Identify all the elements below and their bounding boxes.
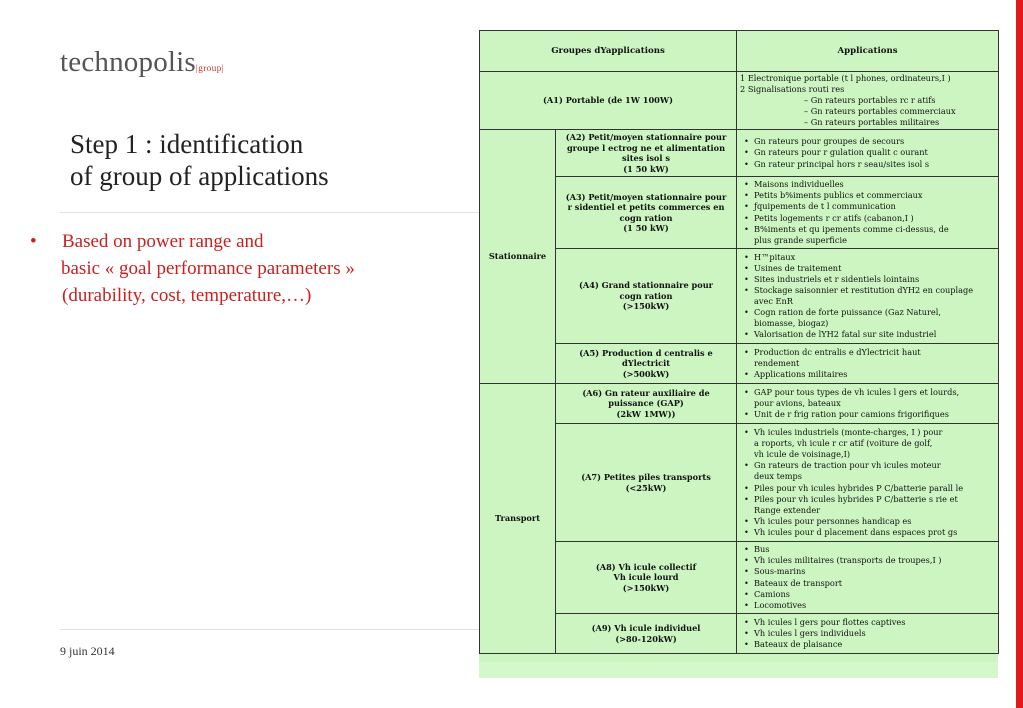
header-applications: Applications	[737, 31, 999, 72]
applications-table	[479, 30, 999, 654]
group-label-line: cogn ration	[619, 212, 673, 223]
group-label-line: (>150kW)	[622, 582, 670, 593]
application-item: • GAP pour tous types de vh icules l gers et lourds,	[740, 387, 995, 398]
table-row-a9	[480, 614, 999, 654]
title-divider	[60, 212, 480, 213]
group-label-line: sites isol s	[622, 153, 670, 163]
applications-table-panel	[479, 30, 998, 678]
category-transport: Transport	[480, 384, 556, 654]
application-item-continuation: vh icule de voisinage,I)	[754, 449, 851, 460]
group-label-line: (A9) Vh icule individuel	[591, 623, 701, 633]
apps-cell-a7	[737, 424, 999, 542]
group-label-line: (<25kW)	[625, 482, 667, 493]
application-item-continuation: Range extender	[754, 504, 821, 515]
apps-cell-a6	[737, 384, 999, 424]
apps-cell-a3	[737, 177, 999, 249]
application-item: • Maisons individuelles	[740, 179, 995, 190]
application-item: • Bateaux de transport	[740, 578, 995, 589]
slide-title-line-2: of group of applications	[70, 161, 329, 191]
apps-cell-a8	[737, 542, 999, 614]
application-item-continuation: biomasse, biogaz)	[754, 318, 829, 329]
group-label-line: (A4) Grand stationnaire pour	[579, 280, 713, 291]
table-row-a3	[480, 177, 999, 249]
application-item-continuation: pour avions, bateaux	[754, 397, 841, 408]
application-item-continuation: plus grande superficie	[754, 234, 847, 245]
group-label-line: (1 50 kW)	[623, 223, 669, 233]
group-label-line: (2kW 1MW))	[616, 408, 676, 419]
application-item: • Gn rateurs pour groupes de secours	[740, 136, 995, 147]
application-item: • Piles pour vh icules hybrides P C/batterie parall le	[740, 483, 995, 494]
group-label-line: (A6) Gn rateur auxiliaire de	[582, 387, 710, 398]
group-label-line: (A3) Petit/moyen stationnaire pour	[565, 191, 727, 202]
application-item: • Sites industriels et r sidentiels lointains	[740, 274, 995, 285]
bullet-line-3: (durability, cost, temperature,…)	[62, 285, 312, 306]
group-label-line: puissance (GAP)	[608, 398, 684, 409]
bullet-line-1: Based on power range and	[62, 231, 264, 252]
application-item: • ƒquipements de t l communication	[740, 201, 995, 212]
application-item: • Vh icules pour d placement dans espaces prot gs	[740, 527, 995, 538]
header-groups: Groupes dYapplications	[480, 31, 737, 72]
application-item: • Bus	[740, 544, 995, 555]
group-label-line: (>150kW)	[622, 301, 670, 312]
apps-cell-a5	[737, 344, 999, 384]
table-row-a2	[480, 130, 999, 177]
application-item: • Vh icules pour personnes handicap es	[740, 516, 995, 527]
apps-cell-a9	[737, 614, 999, 654]
application-item: • Vh icules industriels (monte-charges, I ) pour	[740, 427, 995, 438]
group-label-line: groupe l ectrog ne et alimentation	[566, 142, 726, 153]
table-row-a4	[480, 249, 999, 344]
bullet-text	[62, 228, 355, 309]
table-row-a5	[480, 344, 999, 384]
application-item: • Production dc entralis e dYlectricit haut	[740, 347, 995, 358]
application-item: • Unit de r frig ration pour camions frigorifiques	[740, 409, 995, 420]
table-row-a1	[480, 72, 999, 130]
group-cell-a6	[556, 384, 737, 424]
group-label-line: (A2) Petit/moyen stationnaire pour	[565, 132, 727, 142]
application-item-continuation: rendement	[754, 357, 800, 368]
application-item: • Stockage saisonnier et restitution dYH2 en couplage	[740, 285, 995, 296]
technopolis-logo	[60, 46, 224, 79]
side-accent-bar	[1016, 0, 1023, 708]
table-row-a6	[480, 384, 999, 424]
bullet-marker: •	[30, 231, 37, 252]
group-cell-a3	[556, 177, 737, 249]
a1-line-2: 2 Signalisations routi res	[740, 83, 845, 94]
apps-cell-a2	[737, 130, 999, 177]
group-cell-a1: (A1) Portable (de 1W 100W)	[480, 72, 737, 130]
application-item-continuation: avec EnR	[754, 296, 793, 306]
application-item: • Vh icules l gers pour flottes captives	[740, 617, 995, 628]
group-label-line: (>80-120kW)	[615, 633, 677, 644]
application-item: • Sous-marins	[740, 566, 995, 577]
a1-sub-2: – Gn rateurs portables commerciaux	[804, 106, 956, 117]
table-header-row	[480, 31, 999, 72]
group-cell-a2	[556, 130, 737, 177]
a1-sub-3: – Gn rateurs portables militaires	[804, 117, 940, 128]
group-cell-a4	[556, 249, 737, 344]
application-item: • Camions	[740, 589, 995, 600]
application-item: • B%iments et qu ipements comme ci-dessus, de	[740, 224, 995, 235]
application-item-continuation: deux temps	[754, 471, 802, 482]
group-cell-a9	[556, 614, 737, 654]
application-item: • Petits logements r cr atifs (cabanon,I )	[740, 213, 995, 224]
application-item: • Usines de traitement	[740, 263, 995, 274]
logo-name: technopolis	[60, 46, 196, 78]
application-item: • Piles pour vh icules hybrides P C/batterie s rie et	[740, 494, 995, 505]
slide-title-line-1: Step 1 : identification	[70, 129, 304, 159]
table-bottom-band	[479, 662, 998, 678]
application-item: • Applications militaires	[740, 369, 995, 380]
application-item: • Gn rateur principal hors r seau/sites isol s	[740, 159, 995, 170]
category-stationnaire: Stationnaire	[480, 130, 556, 384]
table-row-a8	[480, 542, 999, 614]
bullet-line-2: basic « goal performance parameters »	[61, 258, 355, 279]
group-label-line: r sidentiel et petits commerces en	[567, 202, 725, 212]
application-item: • Bateaux de plaisance	[740, 639, 995, 650]
application-item: • Cogn ration de forte puissance (Gaz Naturel,	[740, 307, 995, 318]
group-label-line: dYlectricit	[622, 358, 670, 369]
apps-cell-a4	[737, 249, 999, 344]
group-label-line: (1 50 kW)	[623, 163, 669, 174]
group-cell-a7	[556, 424, 737, 542]
footer-divider	[60, 629, 480, 630]
group-label-line: (A7) Petites piles transports	[581, 472, 711, 482]
logo-group: |group|	[195, 63, 225, 73]
a1-sub-1: – Gn rateurs portables rc r atifs	[804, 94, 936, 105]
application-item: • Petits b%iments publics et commerciaux	[740, 190, 995, 201]
group-label-line: (A8) Vh icule collectif	[595, 561, 697, 572]
group-cell-a5	[556, 344, 737, 384]
application-item-continuation: a roports, vh icule r cr atif (voiture de golf,	[754, 438, 933, 449]
slide-date: 9 juin 2014	[60, 644, 115, 658]
application-item: • Vh icules militaires (transports de troupes,I )	[740, 555, 995, 566]
application-item: • Locomotives	[740, 600, 995, 611]
group-label-line: cogn ration	[619, 290, 673, 301]
group-label-line: (>500kW)	[622, 368, 670, 379]
application-item: • Vh icules l gers individuels	[740, 628, 995, 639]
group-cell-a8	[556, 542, 737, 614]
application-item: • Gn rateurs de traction pour vh icules moteur	[740, 460, 995, 471]
application-item: • H™pitaux	[740, 252, 995, 263]
group-label-line: Vh icule lourd	[613, 572, 679, 583]
application-item: • Gn rateurs pour r gulation qualit c ourant	[740, 147, 995, 158]
a1-line-1: 1 Electronique portable (t l phones, ordinateurs,I )	[740, 72, 951, 83]
group-label-line: (A5) Production d centralis e	[579, 347, 713, 358]
apps-cell-a1	[737, 72, 999, 130]
slide-title	[70, 128, 329, 192]
table-row-a7	[480, 424, 999, 542]
application-item: • Valorisation de lYH2 fatal sur site industriel	[740, 329, 995, 340]
